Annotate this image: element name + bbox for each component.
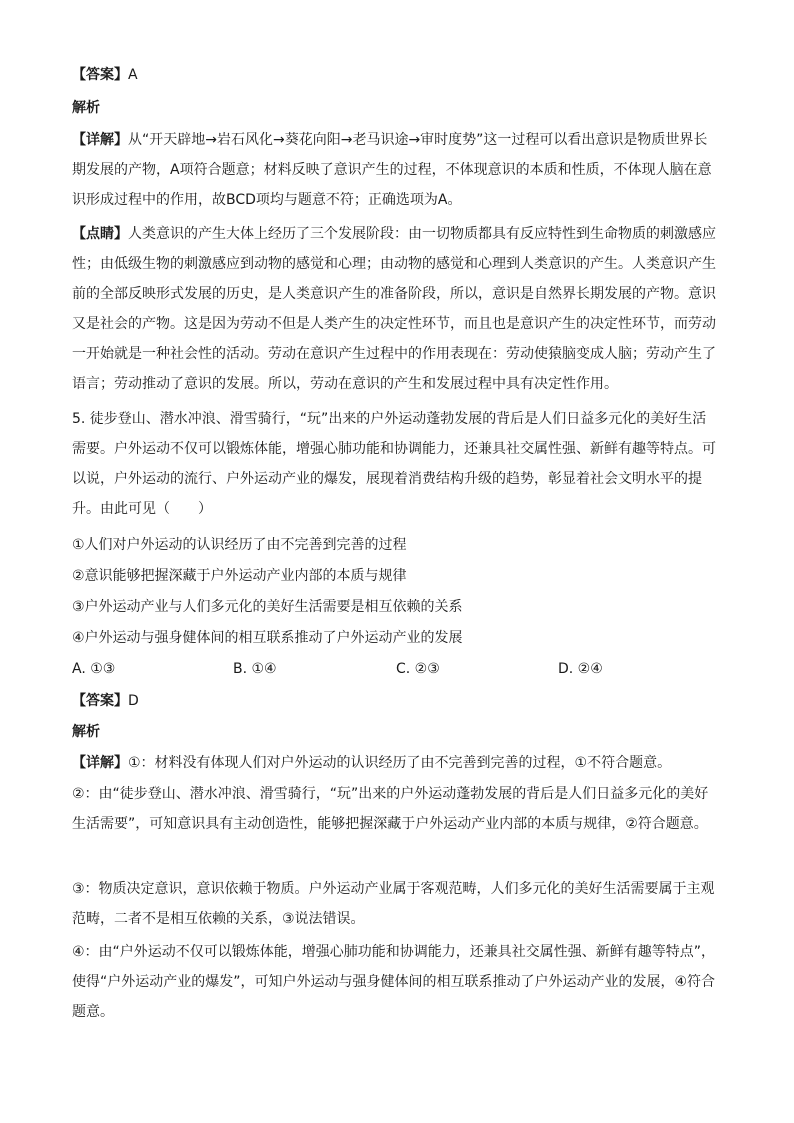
- q5-detail-3: ③：物质决定意识，意识依赖于物质。户外运动产业属于客观范畴，人们多元化的美好生活需要属于主观范畴，二者不是相互依赖的关系，③说法错误。: [72, 881, 715, 927]
- q5-statement-3: ③户外运动产业与人们多元化的美好生活需要是相互依赖的关系: [72, 599, 463, 615]
- q5-stem: 5. 徒步登山、潜水冲浪、滑雪骑行，“玩”出来的户外运动蓬勃发展的背后是人们日益多元化的美好生活需要。户外运动不仅可以锻炼体能，增强心肺功能和协调能力，还兼具社交属性强、新鲜有趣等特点。可以说，户外运动的流行、户外运动产业的爆发，展现着消费结构升级的趋势，彰显着社会文明水平的提升。由此可见（ ）: [72, 411, 716, 517]
- detail-label: 【详解】: [72, 755, 128, 771]
- detail-text: ①：材料没有体现人们对户外运动的认识经历了由不完善到完善的过程，①不符合题意。: [128, 755, 672, 771]
- answer-label: 【答案】: [72, 67, 128, 83]
- answer-value: A: [128, 67, 138, 83]
- q5-statement-1: ①人们对户外运动的认识经历了由不完善到完善的过程: [72, 537, 407, 553]
- q5-choice-d: D. ②④: [558, 661, 603, 677]
- analysis-label: 解析: [72, 100, 100, 116]
- q4-tip: [72, 219, 720, 399]
- tip-text: 人类意识的产生大体上经历了三个发展阶段：由一切物质都具有反应特性到生命物质的刺激感应性；由低级生物的刺激感应到动物的感觉和心理；由动物的感觉和心理到人类意识的产生。人类意识产生前的全部反映形式发展的历史，是人类意识产生的准备阶段，所以，意识是自然界长期发展的产物。意识又是社会的产物。这是因为劳动不但是人类产生的决定性环节，而且也是意识产生的决定性环节，而劳动一开始就是一种社会性的活动。劳动在意识产生过程中的作用表现在：劳动使猿脑变成人脑；劳动产生了语言；劳动推动了意识的发展。所以，劳动在意识的产生和发展过程中具有决定性作用。: [72, 226, 716, 392]
- answer-value: D: [128, 693, 139, 709]
- q4-answer: [72, 60, 720, 90]
- q5-statement-4: ④户外运动与强身健体间的相互联系推动了户外运动产业的发展: [72, 630, 463, 646]
- tip-label: 【点睛】: [72, 226, 128, 242]
- q5-statement-2: ②意识能够把握深藏于户外运动产业内部的本质与规律: [72, 568, 407, 584]
- answer-label: 【答案】: [72, 693, 128, 709]
- q5-detail-1: [72, 748, 720, 778]
- detail-label: 【详解】: [72, 132, 128, 148]
- q5-choice-c: C. ②③: [396, 661, 440, 677]
- q5-detail-2: ②：由“徒步登山、潜水冲浪、滑雪骑行，“玩”出来的户外运动蓬勃发展的背后是人们日益多元化的美好生活需要”，可知意识具有主动创造性，能够把握深藏于户外运动产业内部的本质与规律，②符合题意。: [72, 786, 709, 832]
- q5-answer: [72, 686, 720, 716]
- q5-analysis-heading: [72, 717, 720, 747]
- q5-detail-4: ④：由“户外运动不仅可以锻炼体能，增强心肺功能和协调能力，还兼具社交属性强、新鲜有趣等特点”，使得“户外运动产业的爆发”，可知户外运动与强身健体间的相互联系推动了户外运动产业的发展，④符合题意。: [72, 944, 716, 1020]
- q4-detail: [72, 125, 720, 215]
- analysis-label: 解析: [72, 724, 100, 740]
- q5-choice-b: B. ①④: [233, 661, 277, 677]
- q4-analysis-heading: [72, 93, 720, 123]
- detail-text: 从“开天辟地→岩石风化→葵花向阳→老马识途→审时度势”这一过程可以看出意识是物质世界长期发展的产物，A项符合题意；材料反映了意识产生的过程，不体现意识的本质和性质，不体现人脑在意识形成过程中的作用，故BCD项均与题意不符；正确选项为A。: [72, 132, 712, 208]
- q5-choice-a: A. ①③: [72, 661, 116, 677]
